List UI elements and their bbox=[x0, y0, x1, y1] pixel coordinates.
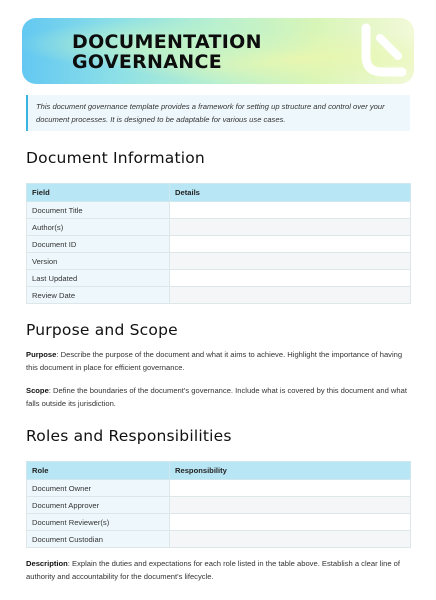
section-heading-purpose-scope: Purpose and Scope bbox=[26, 321, 178, 339]
title-line-1: DOCUMENTATION bbox=[72, 31, 262, 53]
role-cell: Document Reviewer(s) bbox=[27, 514, 170, 531]
details-cell[interactable] bbox=[170, 287, 411, 304]
table-row bbox=[27, 253, 411, 270]
responsibility-cell[interactable] bbox=[170, 531, 411, 548]
responsibility-cell[interactable] bbox=[170, 480, 411, 497]
details-cell[interactable] bbox=[170, 202, 411, 219]
scope-label: Scope bbox=[26, 386, 49, 395]
details-cell[interactable] bbox=[170, 219, 411, 236]
scope-paragraph bbox=[26, 384, 411, 410]
column-header-responsibility: Responsibility bbox=[170, 462, 411, 480]
document-title bbox=[72, 32, 262, 72]
role-cell: Document Custodian bbox=[27, 531, 170, 548]
column-header-field: Field bbox=[27, 184, 170, 202]
column-header-details: Details bbox=[170, 184, 411, 202]
field-cell: Review Date bbox=[27, 287, 170, 304]
details-cell[interactable] bbox=[170, 236, 411, 253]
responsibility-cell[interactable] bbox=[170, 497, 411, 514]
purpose-label: Purpose bbox=[26, 350, 57, 359]
role-cell: Document Owner bbox=[27, 480, 170, 497]
table-row bbox=[27, 531, 411, 548]
role-cell: Document Approver bbox=[27, 497, 170, 514]
title-line-2: GOVERNANCE bbox=[72, 51, 222, 73]
table-header-row bbox=[27, 184, 411, 202]
responsibility-cell[interactable] bbox=[170, 514, 411, 531]
table-row bbox=[27, 202, 411, 219]
table-row bbox=[27, 497, 411, 514]
section-heading-document-information: Document Information bbox=[26, 149, 205, 167]
details-cell[interactable] bbox=[170, 253, 411, 270]
field-cell: Version bbox=[27, 253, 170, 270]
field-cell: Document ID bbox=[27, 236, 170, 253]
table-row bbox=[27, 270, 411, 287]
brand-logo-icon bbox=[358, 22, 408, 80]
table-row bbox=[27, 514, 411, 531]
intro-text: This document governance template provides a framework for setting up structure and control over your document processes. It is designed to be adaptable for various use cases. bbox=[36, 102, 385, 124]
roles-table bbox=[26, 461, 411, 548]
description-text: : Explain the duties and expectations for each role listed in the table above. Establish a clear line of authority and accountability for the document's lifecycle. bbox=[26, 559, 401, 581]
table-row bbox=[27, 287, 411, 304]
title-banner bbox=[22, 18, 414, 84]
table-header-row bbox=[27, 462, 411, 480]
scope-text: : Define the boundaries of the document's governance. Include what is covered by this document and what falls outside its jurisdiction. bbox=[26, 386, 407, 408]
table-row bbox=[27, 219, 411, 236]
field-cell: Last Updated bbox=[27, 270, 170, 287]
document-information-table bbox=[26, 183, 411, 304]
table-row bbox=[27, 236, 411, 253]
description-paragraph bbox=[26, 557, 411, 583]
table-row bbox=[27, 480, 411, 497]
purpose-text: : Describe the purpose of the document and what it aims to achieve. Highlight the importance of having this document in place for efficient governance. bbox=[26, 350, 403, 372]
description-label: Description bbox=[26, 559, 68, 568]
column-header-role: Role bbox=[27, 462, 170, 480]
details-cell[interactable] bbox=[170, 270, 411, 287]
intro-callout bbox=[26, 95, 410, 131]
field-cell: Author(s) bbox=[27, 219, 170, 236]
field-cell: Document Title bbox=[27, 202, 170, 219]
purpose-paragraph bbox=[26, 348, 411, 374]
section-heading-roles: Roles and Responsibilities bbox=[26, 427, 232, 445]
